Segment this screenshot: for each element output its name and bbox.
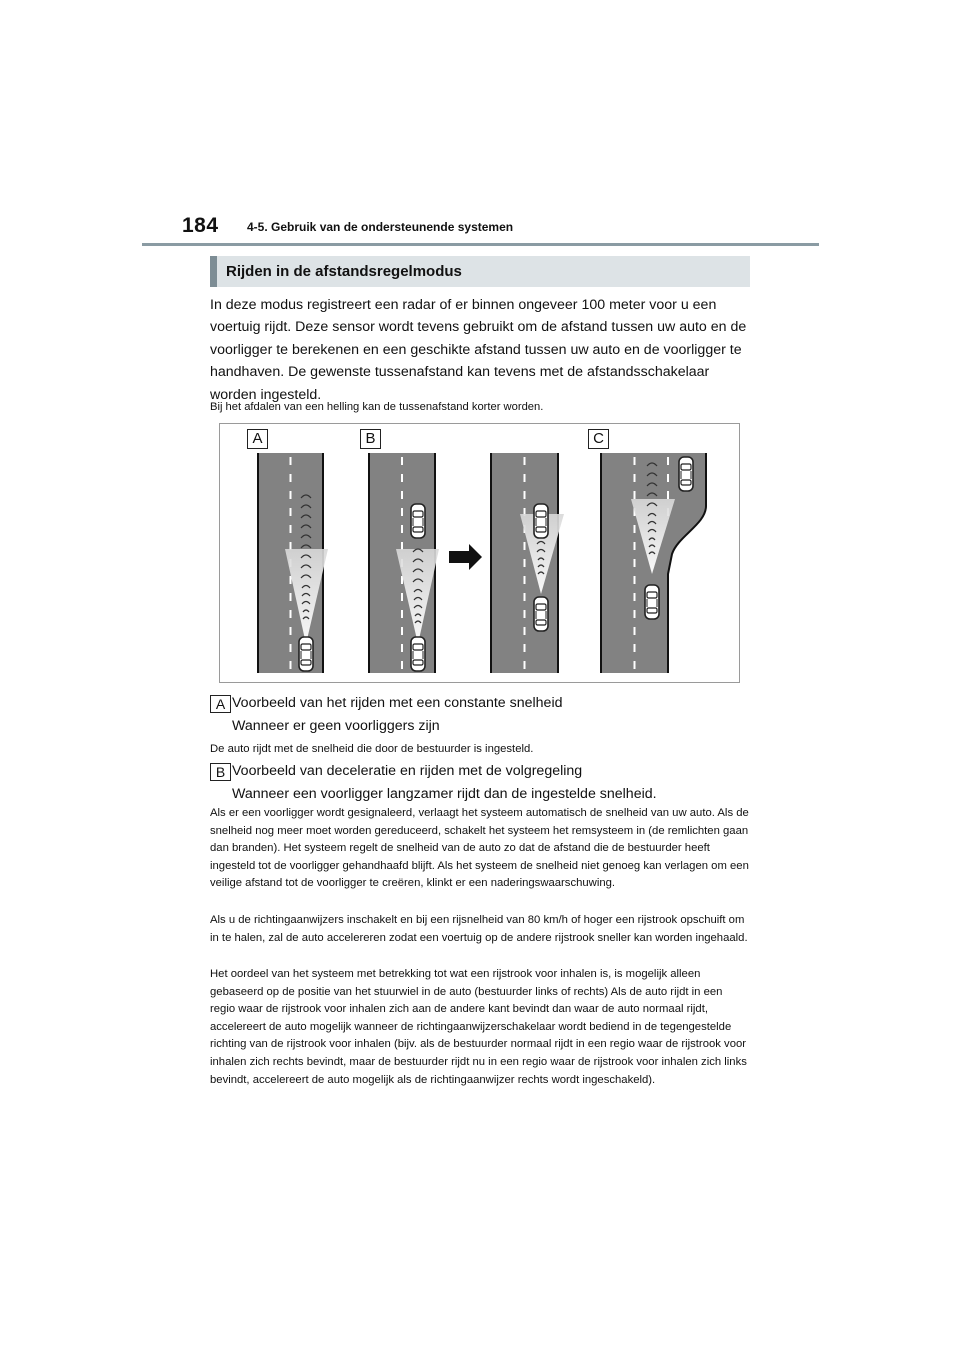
own-car-b	[411, 637, 425, 671]
own-car-c	[645, 585, 659, 619]
item-a	[210, 692, 750, 742]
page-number: 184	[182, 214, 219, 237]
item-b-paragraph-1: Als er een voorligger wordt gesignaleerd, verlaagt het systeem automatisch de snelheid van uw auto. Als de snelheid nog meer moet worden gereduceerd, schakelt het systeem het remsysteem in (de remlichten gaan dan branden). Het systeem regelt de snelheid van de auto zo dat de afstand die de bestuurder heeft ingesteld tot de voorligger gehandhaafd blijft. Als het systeem de snelheid niet genoeg kan verlagen om een veilige afstand tot de voorligger te creëren, klinkt er een naderingswaarschuwing.	[210, 807, 749, 890]
item-b-paragraph-3: Het oordeel van het systeem met betrekking tot wat een rijstrook voor inhalen is, is mogelijk alleen gebaseerd op de positie van het stuurwiel in de auto (bestuurder links of rechts) Als de auto rijdt in een regio waar de rijstrook voor inhalen zich aan de andere kant bevindt dan waar de auto normaal rijdt, accelereert de auto mogelijk wanneer de richtingaanwijzerschakelaar wordt bediend in de tegengestelde richting van de rijstrook voor inhalen (bijv. als de bestuurder normaal rijdt in een regio waar de rijstrook voor inhalen zich rechts bevindt, maar de bestuurder rijdt nu in een regio waar de rijstrook voor inhalen zich links bevindt, accelereert de auto mogelijk als de richtingaanwijzer rechts wordt ingeschakeld).	[210, 968, 747, 1086]
figure-label-c: C	[588, 429, 609, 449]
radar-diagram	[220, 424, 741, 684]
item-a-badge: A	[210, 695, 231, 713]
slope-note: Bij het afdalen van een helling kan de tussenafstand korter worden.	[210, 401, 544, 413]
chapter-title: 4-5. Gebruik van de ondersteunende systemen	[247, 220, 514, 234]
item-a-title: Voorbeeld van het rijden met een constante snelheid	[232, 695, 563, 711]
own-car-b-after	[534, 597, 548, 631]
intro-paragraph: In deze modus registreert een radar of er binnen ongeveer 100 meter voor u een voertuig rijdt. Deze sensor wordt tevens gebruikt om de afstand tussen uw auto en de voorligger te berekenen en een geschikte afstand tussen uw auto en de voorligger te handhaven. De gewenste tussenafstand kan tevens met de afstandsschakelaar worden ingesteld.	[210, 297, 747, 403]
section-heading: Rijden in de afstandsregelmodus	[210, 256, 750, 287]
lead-car-b-after	[534, 504, 548, 538]
lead-car-c	[679, 457, 693, 491]
item-b	[210, 760, 750, 810]
item-b-title: Voorbeeld van deceleratie en rijden met de volgregeling	[232, 763, 583, 779]
radar-illustration	[219, 423, 740, 683]
figure-label-a: A	[247, 429, 268, 449]
header-divider	[142, 243, 819, 246]
transition-arrow	[449, 544, 482, 570]
lead-car-b	[411, 504, 425, 538]
figure-label-b: B	[360, 429, 381, 449]
item-a-text: De auto rijdt met de snelheid die door de bestuurder is ingesteld.	[210, 743, 534, 755]
item-a-subtitle: Wanneer er geen voorliggers zijn	[232, 718, 440, 734]
item-b-badge: B	[210, 763, 231, 781]
item-b-subtitle: Wanneer een voorligger langzamer rijdt dan de ingestelde snelheid.	[232, 786, 657, 802]
own-car-a	[299, 637, 313, 671]
item-b-paragraph-2: Als u de richtingaanwijzers inschakelt en bij een rijsnelheid van 80 km/h of hoger een rijstrook opschuift om in te halen, zal de auto accelereren zodat een voertuig op de andere rijstrook sneller kan worden ingehaald.	[210, 914, 748, 944]
